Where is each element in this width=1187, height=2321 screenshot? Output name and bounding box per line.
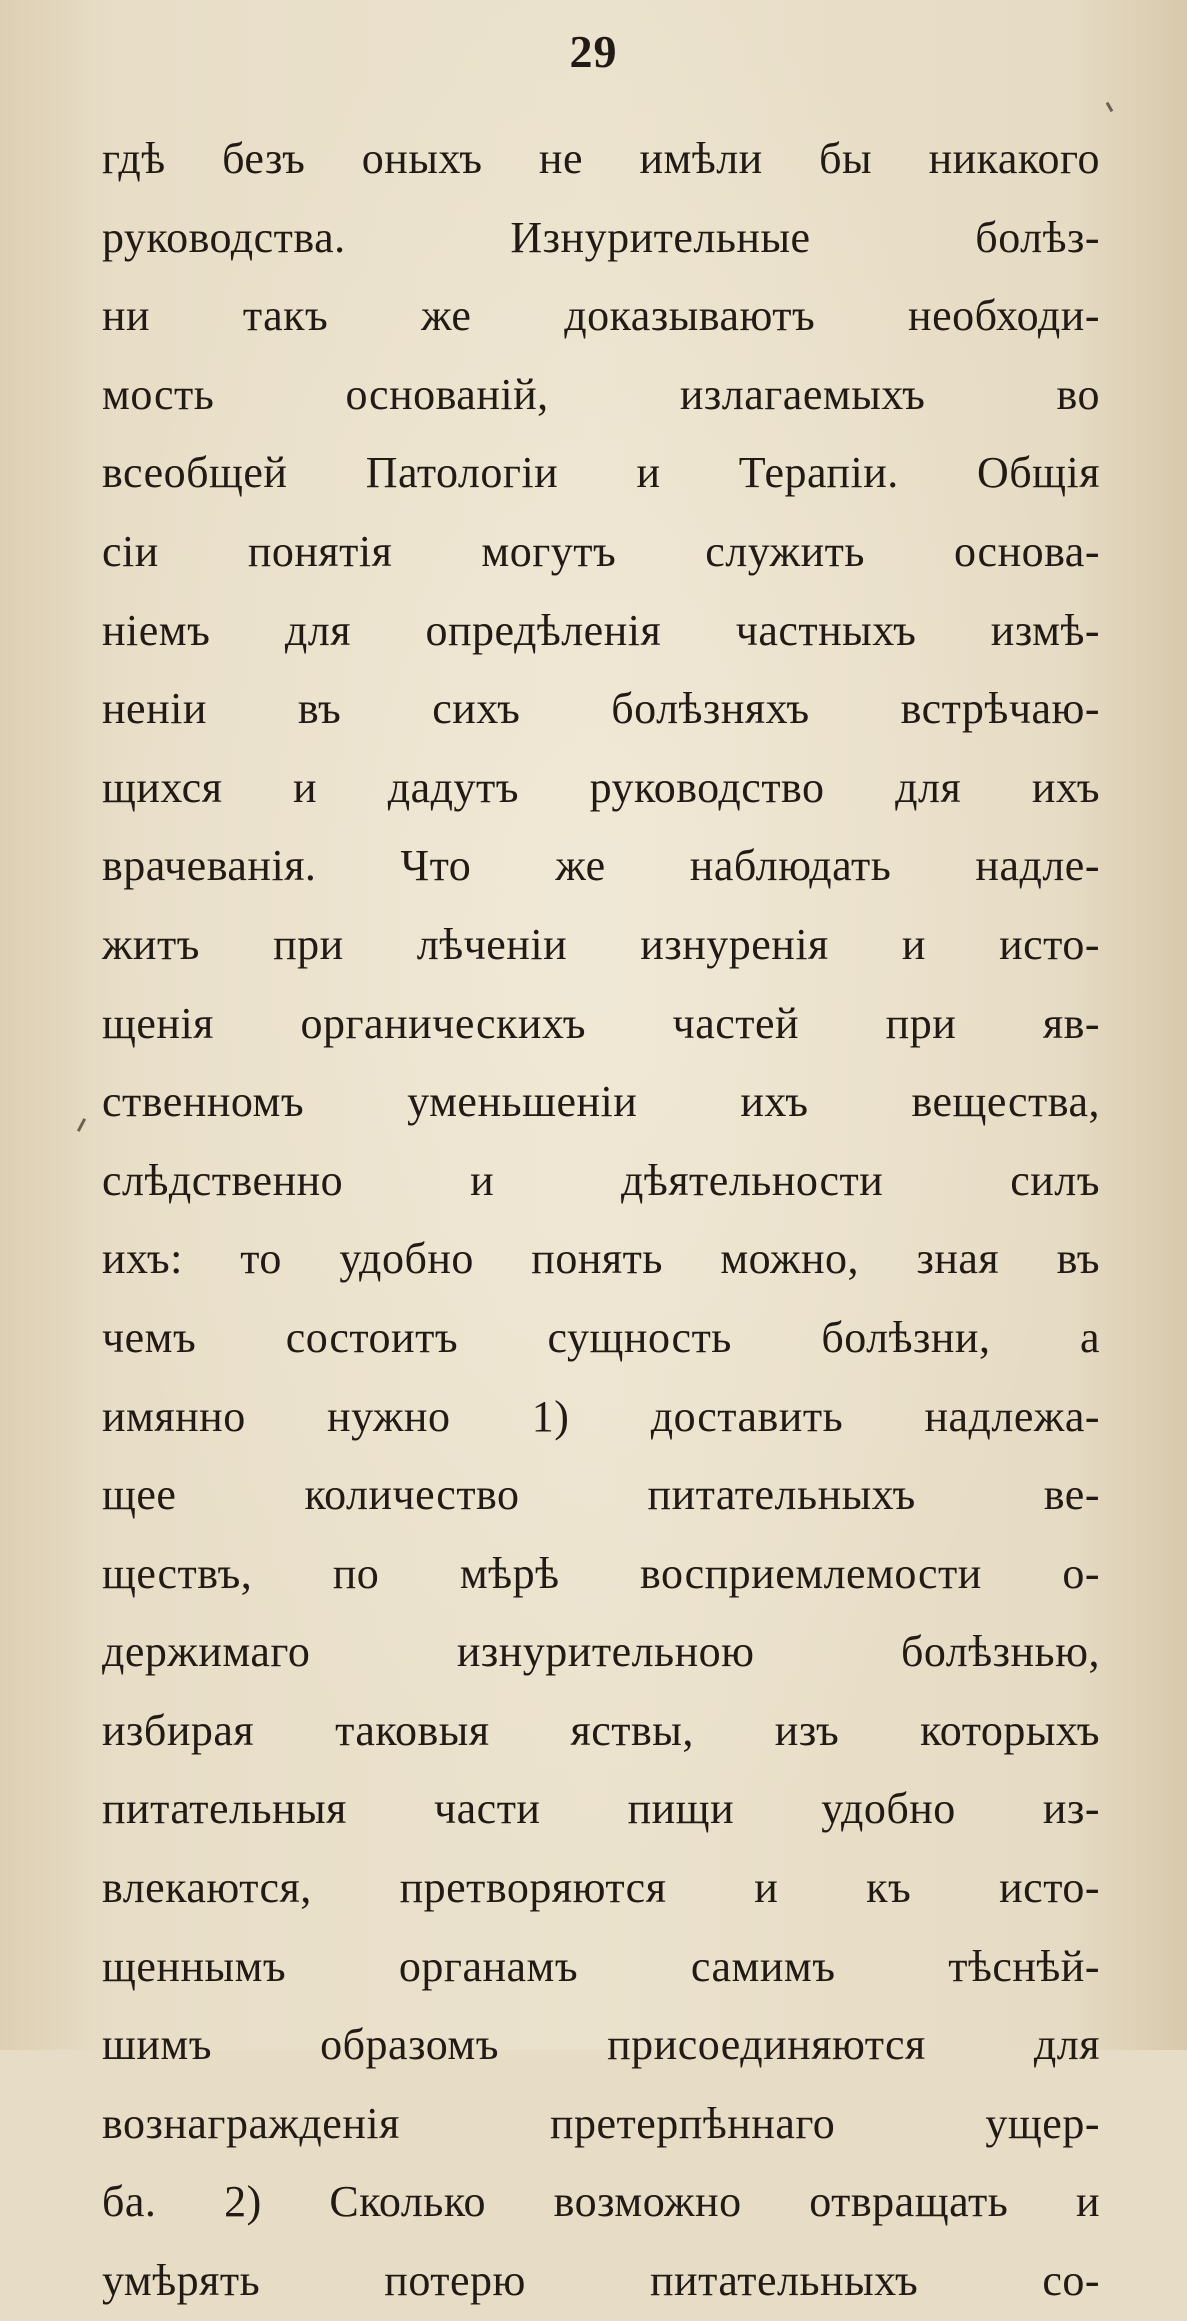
text-line: умѣрять потерю питательныхъ со- [102,2256,1100,2306]
text-line: ихъ: то удобно понять можно, зная въ [102,1234,1100,1284]
text-line: щее количество питательныхъ ве- [102,1470,1100,1520]
text-line: влекаются, претворяются и къ исто- [102,1863,1100,1913]
text-line: щеннымъ органамъ самимъ тѣснѣй- [102,1941,1100,1991]
text-line: ба. 2) Сколько возможно отвращать и [102,2177,1100,2227]
text-line: ни такъ же доказываютъ необходи- [102,291,1100,341]
text-line: мость основаній, излагаемыхъ во [102,369,1100,419]
text-line: ществъ, по мѣрѣ восприемлемости о- [102,1548,1100,1598]
paper-speck [1106,102,1114,112]
text-line: слѣдственно и дѣятельности силъ [102,1155,1100,1205]
text-line: сіи понятія могутъ служить основа- [102,526,1100,576]
text-line: ственномъ уменьшеніи ихъ вещества, [102,1077,1100,1127]
text-line: вознагражденія претерпѣннаго ущер- [102,2098,1100,2148]
text-line: неніи въ сихъ болѣзняхъ встрѣчаю- [102,684,1100,734]
text-line: чемъ состоитъ сущность болѣзни, а [102,1312,1100,1362]
text-line: питательныя части пищи удобно из- [102,1784,1100,1834]
text-line: шимъ образомъ присоединяются для [102,2020,1100,2070]
text-line: держимаго изнурительною болѣзнью, [102,1627,1100,1677]
text-line: избирая таковыя яствы, изъ которыхъ [102,1705,1100,1755]
paper-speck [77,1118,86,1132]
text-line: щихся и дадутъ руководство для ихъ [102,762,1100,812]
text-line: житъ при лѣченіи изнуренія и исто- [102,919,1100,969]
text-line: врачеванія. Что же наблюдать надле- [102,841,1100,891]
page-number: 29 [569,26,618,77]
text-line: имянно нужно 1) доставить надлежа- [102,1391,1100,1441]
text-line: гдѣ безъ оныхъ не имѣли бы никакого [102,134,1100,183]
text-line: щенія органическихъ частей при яв- [102,998,1100,1048]
text-line: всеобщей Патологіи и Терапіи. Общія [102,448,1100,498]
text-line: руководства. Изнурительные болѣз- [102,212,1100,262]
body-text [102,120,1100,2321]
text-line: ніемъ для опредѣленія частныхъ измѣ- [102,605,1100,655]
